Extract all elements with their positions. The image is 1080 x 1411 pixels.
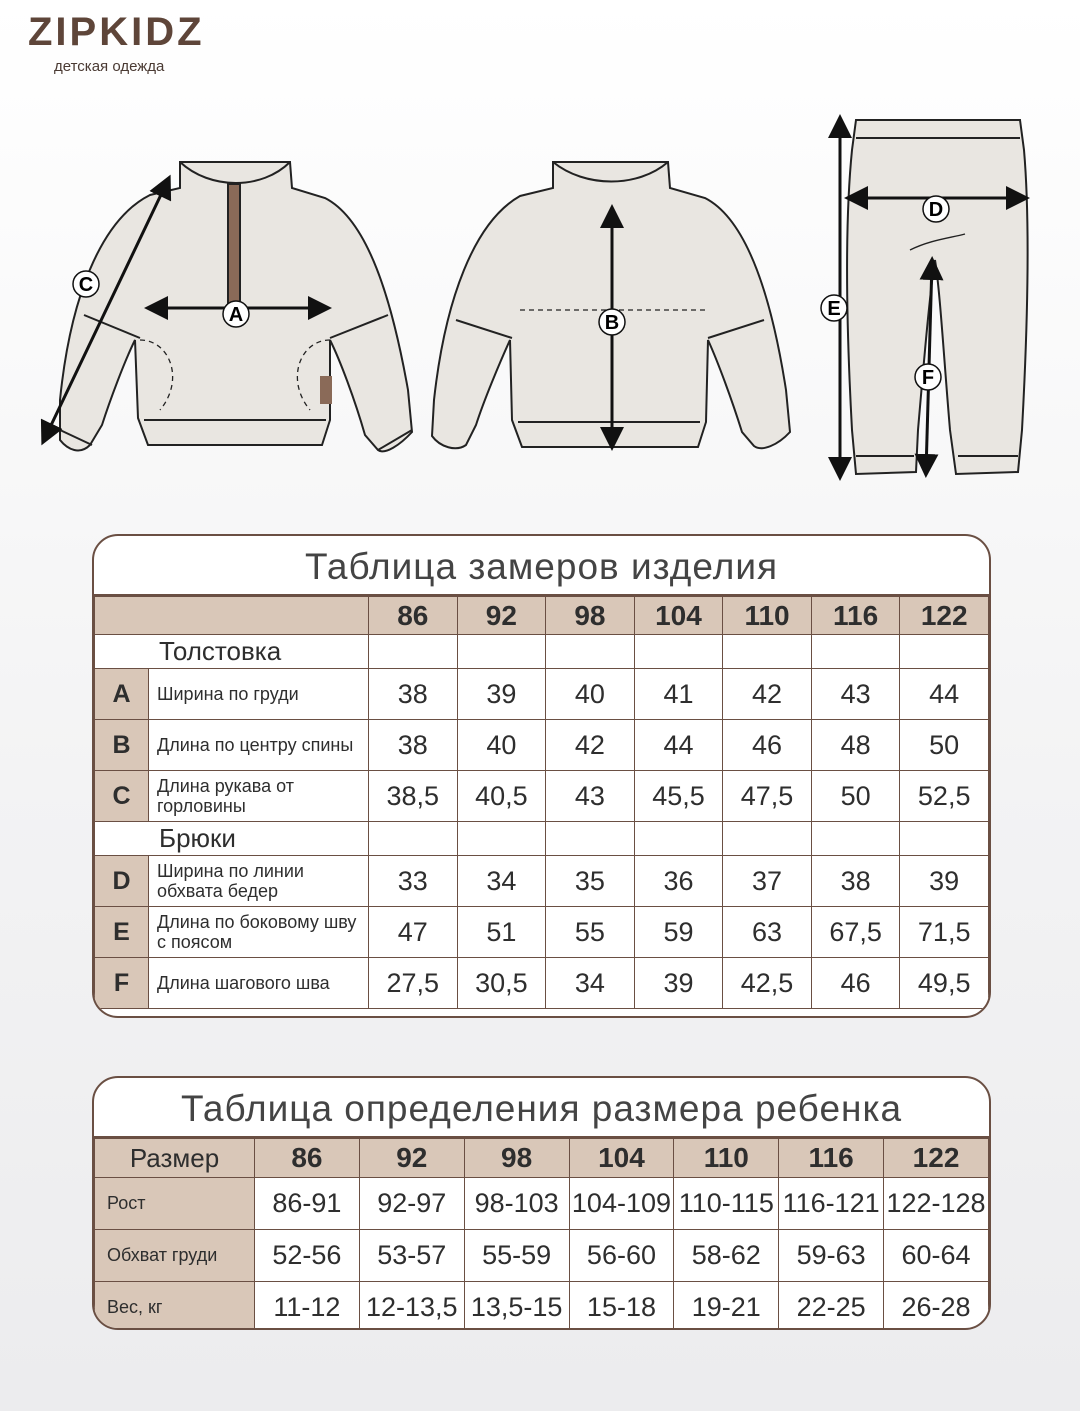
cell-value: 45,5 xyxy=(634,771,723,822)
measure-badge-e xyxy=(821,295,847,321)
cell-value: 39 xyxy=(457,669,546,720)
cell-value: 42,5 xyxy=(723,958,812,1009)
row-label: Длина по боковому шву с поясом xyxy=(149,907,369,958)
cell-value: 55-59 xyxy=(464,1230,569,1282)
size-row-height xyxy=(95,1178,989,1230)
measure-badge-d xyxy=(923,196,949,222)
measure-row-e xyxy=(95,907,989,958)
cell-value: 59-63 xyxy=(779,1230,884,1282)
section-title: Брюки xyxy=(95,822,369,856)
cell-value: 30,5 xyxy=(457,958,546,1009)
cell-value: 110-115 xyxy=(674,1178,779,1230)
size-col-header: 110 xyxy=(674,1139,779,1178)
cell-value: 67,5 xyxy=(811,907,900,958)
size-col-header: 92 xyxy=(457,597,546,635)
size-col-header: 104 xyxy=(569,1139,674,1178)
size-col-header: 98 xyxy=(546,597,635,635)
section-row-sweatshirt xyxy=(95,635,989,669)
measure-row-a xyxy=(95,669,989,720)
row-label: Рост xyxy=(95,1178,255,1230)
size-table-title: Таблица определения размера ребенка xyxy=(94,1078,989,1138)
cell-value: 40 xyxy=(546,669,635,720)
cell-value: 35 xyxy=(546,856,635,907)
cell-value: 60-64 xyxy=(884,1230,989,1282)
size-col-header: 116 xyxy=(811,597,900,635)
cell-value: 39 xyxy=(900,856,989,907)
cell-value: 46 xyxy=(811,958,900,1009)
measure-header-row xyxy=(95,597,989,635)
cell-value: 46 xyxy=(723,720,812,771)
cell-value: 19-21 xyxy=(674,1282,779,1331)
cell-value: 50 xyxy=(900,720,989,771)
cell-value: 27,5 xyxy=(369,958,458,1009)
size-table xyxy=(94,1138,989,1330)
cell-value: 59 xyxy=(634,907,723,958)
measure-table xyxy=(94,596,989,1009)
cell-value: 15-18 xyxy=(569,1282,674,1331)
cell-value: 44 xyxy=(634,720,723,771)
section-title: Толстовка xyxy=(95,635,369,669)
measure-table-title: Таблица замеров изделия xyxy=(94,536,989,596)
svg-text:F: F xyxy=(921,367,935,389)
svg-text:A: A xyxy=(228,304,244,326)
cell-value: 47 xyxy=(369,907,458,958)
size-header-label: Размер xyxy=(95,1139,255,1178)
size-header-row xyxy=(95,1139,989,1178)
row-letter: B xyxy=(95,720,149,771)
size-col-header: 110 xyxy=(723,597,812,635)
cell-value: 58-62 xyxy=(674,1230,779,1282)
cell-value: 37 xyxy=(723,856,812,907)
cell-value: 49,5 xyxy=(900,958,989,1009)
cell-value: 33 xyxy=(369,856,458,907)
row-label: Длина рукава от горловины xyxy=(149,771,369,822)
size-col-header: 104 xyxy=(634,597,723,635)
brand-tagline: детская одежда xyxy=(54,58,165,75)
cell-value: 36 xyxy=(634,856,723,907)
size-row-weight xyxy=(95,1282,989,1331)
cell-value: 22-25 xyxy=(779,1282,884,1331)
row-label: Вес, кг xyxy=(95,1282,255,1331)
size-col-header: 116 xyxy=(779,1139,884,1178)
row-label: Длина по центру спины xyxy=(149,720,369,771)
cell-value: 122-128 xyxy=(884,1178,989,1230)
svg-text:C: C xyxy=(78,274,94,296)
cell-value: 40 xyxy=(457,720,546,771)
brand-name: ZIPKIDZ xyxy=(28,10,205,54)
cell-value: 34 xyxy=(457,856,546,907)
cell-value: 63 xyxy=(723,907,812,958)
cell-value: 42 xyxy=(723,669,812,720)
cell-value: 13,5-15 xyxy=(464,1282,569,1331)
measure-badge-f xyxy=(915,364,941,390)
cell-value: 26-28 xyxy=(884,1282,989,1331)
brand-logo xyxy=(28,10,205,75)
size-col-header: 86 xyxy=(369,597,458,635)
cell-value: 11-12 xyxy=(255,1282,360,1331)
size-col-header: 86 xyxy=(255,1139,360,1178)
cell-value: 38 xyxy=(811,856,900,907)
size-col-header: 92 xyxy=(359,1139,464,1178)
section-row-pants xyxy=(95,822,989,856)
size-row-chest xyxy=(95,1230,989,1282)
cell-value: 53-57 xyxy=(359,1230,464,1282)
cell-value: 38,5 xyxy=(369,771,458,822)
cell-value: 55 xyxy=(546,907,635,958)
cell-value: 38 xyxy=(369,720,458,771)
cell-value: 34 xyxy=(546,958,635,1009)
cell-value: 48 xyxy=(811,720,900,771)
measure-row-b xyxy=(95,720,989,771)
cell-value: 41 xyxy=(634,669,723,720)
cell-value: 92-97 xyxy=(359,1178,464,1230)
measure-row-c xyxy=(95,771,989,822)
cell-value: 12-13,5 xyxy=(359,1282,464,1331)
row-letter: E xyxy=(95,907,149,958)
svg-text:E: E xyxy=(827,298,841,320)
size-col-header: 122 xyxy=(884,1139,989,1178)
cell-value: 43 xyxy=(811,669,900,720)
measure-table-card xyxy=(92,534,991,1018)
size-table-card xyxy=(92,1076,991,1330)
pants-drawing xyxy=(847,120,1028,474)
row-label: Ширина по груди xyxy=(149,669,369,720)
row-letter: F xyxy=(95,958,149,1009)
row-letter: A xyxy=(95,669,149,720)
cell-value: 52-56 xyxy=(255,1230,360,1282)
size-col-header: 98 xyxy=(464,1139,569,1178)
row-label: Длина шагового шва xyxy=(149,958,369,1009)
row-letter: C xyxy=(95,771,149,822)
row-label: Ширина по линии обхвата бедер xyxy=(149,856,369,907)
cell-value: 47,5 xyxy=(723,771,812,822)
cell-value: 42 xyxy=(546,720,635,771)
cell-value: 44 xyxy=(900,669,989,720)
cell-value: 52,5 xyxy=(900,771,989,822)
svg-text:D: D xyxy=(928,199,944,221)
measure-badge-c xyxy=(73,271,99,297)
size-col-header: 122 xyxy=(900,597,989,635)
cell-value: 50 xyxy=(811,771,900,822)
cell-value: 51 xyxy=(457,907,546,958)
cell-value: 98-103 xyxy=(464,1178,569,1230)
cell-value: 86-91 xyxy=(255,1178,360,1230)
header-blank xyxy=(95,597,369,635)
cell-value: 40,5 xyxy=(457,771,546,822)
cell-value: 116-121 xyxy=(779,1178,884,1230)
measure-row-f xyxy=(95,958,989,1009)
measure-badge-b xyxy=(599,309,625,335)
cell-value: 39 xyxy=(634,958,723,1009)
svg-text:B: B xyxy=(604,312,620,334)
measure-row-d xyxy=(95,856,989,907)
garment-diagram xyxy=(0,100,1080,500)
row-letter: D xyxy=(95,856,149,907)
cell-value: 43 xyxy=(546,771,635,822)
cell-value: 104-109 xyxy=(569,1178,674,1230)
row-label: Обхват груди xyxy=(95,1230,255,1282)
measure-badge-a xyxy=(223,301,249,327)
cell-value: 38 xyxy=(369,669,458,720)
cell-value: 71,5 xyxy=(900,907,989,958)
cell-value: 56-60 xyxy=(569,1230,674,1282)
